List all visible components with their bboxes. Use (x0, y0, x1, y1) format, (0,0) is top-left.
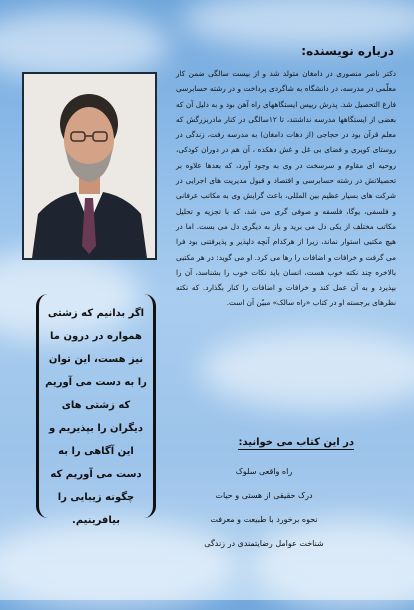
list-item: راه واقعی سلوک (235, 467, 293, 476)
list-item: نحوه برخورد با طبیعت و معرفت (210, 515, 318, 524)
list-item: شناخت عوامل رضایتمندی در زندگی (204, 539, 324, 548)
book-contents-list (174, 460, 354, 556)
cloud (200, 330, 414, 410)
author-bio: دکتر ناصر منصوری در دامغان متولد شد و از بیست سالگی ضمن کار معلّمی در مدرسه، در دانشگاه به شاگردی پرداخت و در رشته حسابرسی فارغ التحصیل شد. پدرش رییس ایستگاههای راه آهن بود و به دلیل آن که بعضی از ایستگاهها مدرسه نداشتند، تا ۱۲سالگی در کنار مادربزرگش که معلم قرآن بود در حجاجی (از دهات دامغان) به مدرسه رفت، زندگی در روستای کویری و فضای بی غل و غش دهکده ، آن هم در دوران کودکی، روحیه ای مقاوم و سرسخت در وی به وجود آورد، که بعدها علاوه بر تحصیلاتش در رشته حسابرسی و اقتصاد و قبول مدیریت های اجرایی در شرکت های بسیار عظیم بین المللی، باعث گرایش وی به مکاتب عرفانی و فلسفی، یوگا، فلسفه و صوفی گری می شد، که با تجزیه و تحلیل مکاتب مختلف از یکی دل می برید و باز به دیگری دل می بست. اما در هیچ مکتبی استوار نماند، زیرا از هرکدام آنچه دلپذیر و پذیرفتنی بود فرا می گرفت و خرافات و اضافات را رها می کرد. او می گوید: در هر مکتبی بالاخره چند نکته خوب هست، انسان باید نکات خوب را بشناسد، آن را بپذیرد و به آن عمل کند و خرافات و اضافات را کنار بگذارد. که نکته نظرهای برجسته او در کتاب «راه سالک» مبیّن آن است. (176, 69, 396, 308)
cloud (0, 10, 170, 80)
book-contents-heading: در این کتاب می خوانید: (238, 437, 354, 448)
quote-text: اگر بدانیم که زشتی همواره در درون ما نیز هست، این توان را به دست می آوریم که زشتی های دیگران را بپذیریم و این آگاهی را به دست می آوریم که چگونه زیبایی را بیافرینیم. (45, 308, 147, 526)
cloud (180, 0, 414, 50)
quote-box (36, 294, 156, 526)
author-portrait-icon (24, 74, 155, 258)
author-photo (22, 72, 157, 260)
about-author-heading: درباره نویسنده: (301, 44, 394, 58)
list-item: درک حقیقی از هستی و حیات (215, 491, 313, 500)
